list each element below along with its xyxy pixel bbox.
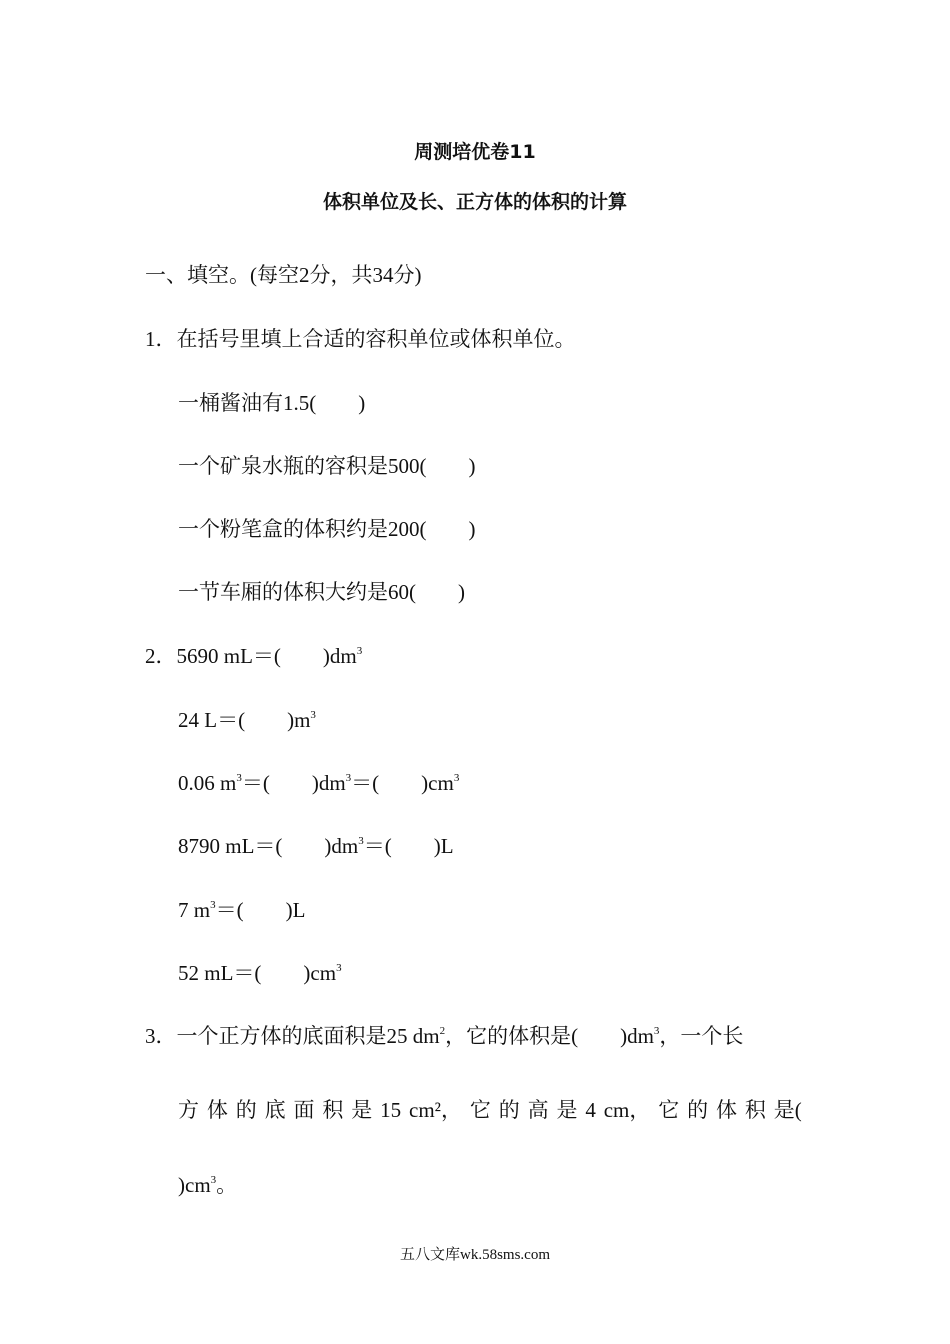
exponent: 3	[345, 772, 352, 784]
exponent: 2	[439, 1025, 446, 1037]
page-footer: 五八文库wk.58sms.com	[399, 1247, 550, 1263]
word: 15	[380, 1098, 402, 1122]
equation-text: 0.06 m	[178, 771, 237, 795]
word: 底	[264, 1098, 286, 1122]
word: 积	[744, 1098, 766, 1122]
question-text: 。	[216, 1173, 238, 1197]
word: 的	[235, 1098, 257, 1122]
q1-item-1: 一桶酱油有1.5( )	[178, 391, 366, 415]
q1-item-3: 一个粉笔盒的体积约是200( )	[178, 517, 476, 541]
question-text: 一个正方体的底面积是25 dm	[176, 1024, 440, 1048]
equation-text: ＝( )dm	[241, 771, 346, 795]
q2-item-1: 5690 mL＝( )dm	[176, 644, 357, 668]
question-text: ，一个长	[659, 1024, 744, 1048]
page-subtitle: 体积单位及长、正方体的体积的计算	[322, 191, 627, 213]
exponent: 3	[358, 835, 364, 847]
q1-item-2: 一个矿泉水瓶的容积是500( )	[178, 454, 476, 478]
equation-text: 52 mL＝( )cm	[178, 961, 337, 985]
q2-item-6	[178, 959, 342, 987]
question-3-line-1	[145, 1022, 743, 1050]
question-number: 3．	[145, 1024, 177, 1048]
word: 4	[585, 1098, 596, 1122]
word: 它	[658, 1098, 680, 1122]
equation-text: 7 m	[178, 898, 211, 922]
exponent: 3	[210, 1174, 217, 1186]
word: 积	[322, 1098, 344, 1122]
equation-text: ＝( )cm	[351, 771, 454, 795]
equation-text: 8790 mL＝( )dm	[178, 834, 359, 858]
equation-text: ＝( )L	[215, 898, 306, 922]
exponent: 3	[453, 772, 460, 784]
question-1	[145, 325, 576, 353]
question-number: 1．	[145, 327, 177, 351]
exponent: 3	[310, 709, 316, 721]
equation-text: 24 L＝( )m	[178, 708, 311, 732]
q2-item-2	[178, 706, 316, 734]
exponent: 3	[653, 1025, 660, 1037]
word: 它	[469, 1098, 491, 1122]
exponent: 3	[236, 772, 242, 784]
exponent: 3	[210, 899, 216, 911]
word: 高	[527, 1098, 549, 1122]
q2-item-3	[178, 769, 459, 797]
question-prompt: 在括号里填上合适的容积单位或体积单位。	[176, 327, 576, 351]
q2-item-5	[178, 896, 305, 924]
word: 方	[178, 1098, 199, 1122]
exponent: 3	[356, 645, 363, 657]
word: 是	[351, 1098, 373, 1122]
q1-item-4: 一节车厢的体积大约是60( )	[178, 580, 465, 604]
word: 是	[556, 1098, 578, 1122]
page-title-text: 周测培优卷11	[414, 141, 536, 163]
word: 是(	[773, 1098, 802, 1122]
question-number: 2．	[145, 644, 177, 668]
word: 体	[206, 1098, 228, 1122]
exponent: 3	[336, 962, 342, 974]
word: cm，	[603, 1098, 651, 1122]
question-text: ，它的体积是( )dm	[445, 1024, 654, 1048]
page-title	[0, 139, 950, 165]
word: 的	[687, 1098, 709, 1122]
question-3-line-3	[178, 1171, 237, 1199]
section-heading: 一、填空。(每空2分，共34分)	[145, 263, 422, 287]
question-3-line-2	[178, 1096, 802, 1124]
word: cm²，	[409, 1098, 462, 1122]
question-2	[145, 642, 362, 670]
question-text: )cm	[178, 1173, 211, 1197]
word: 面	[293, 1098, 315, 1122]
word: 的	[498, 1098, 520, 1122]
word: 体	[715, 1098, 737, 1122]
equation-text: ＝( )L	[363, 834, 454, 858]
q2-item-4	[178, 832, 454, 860]
